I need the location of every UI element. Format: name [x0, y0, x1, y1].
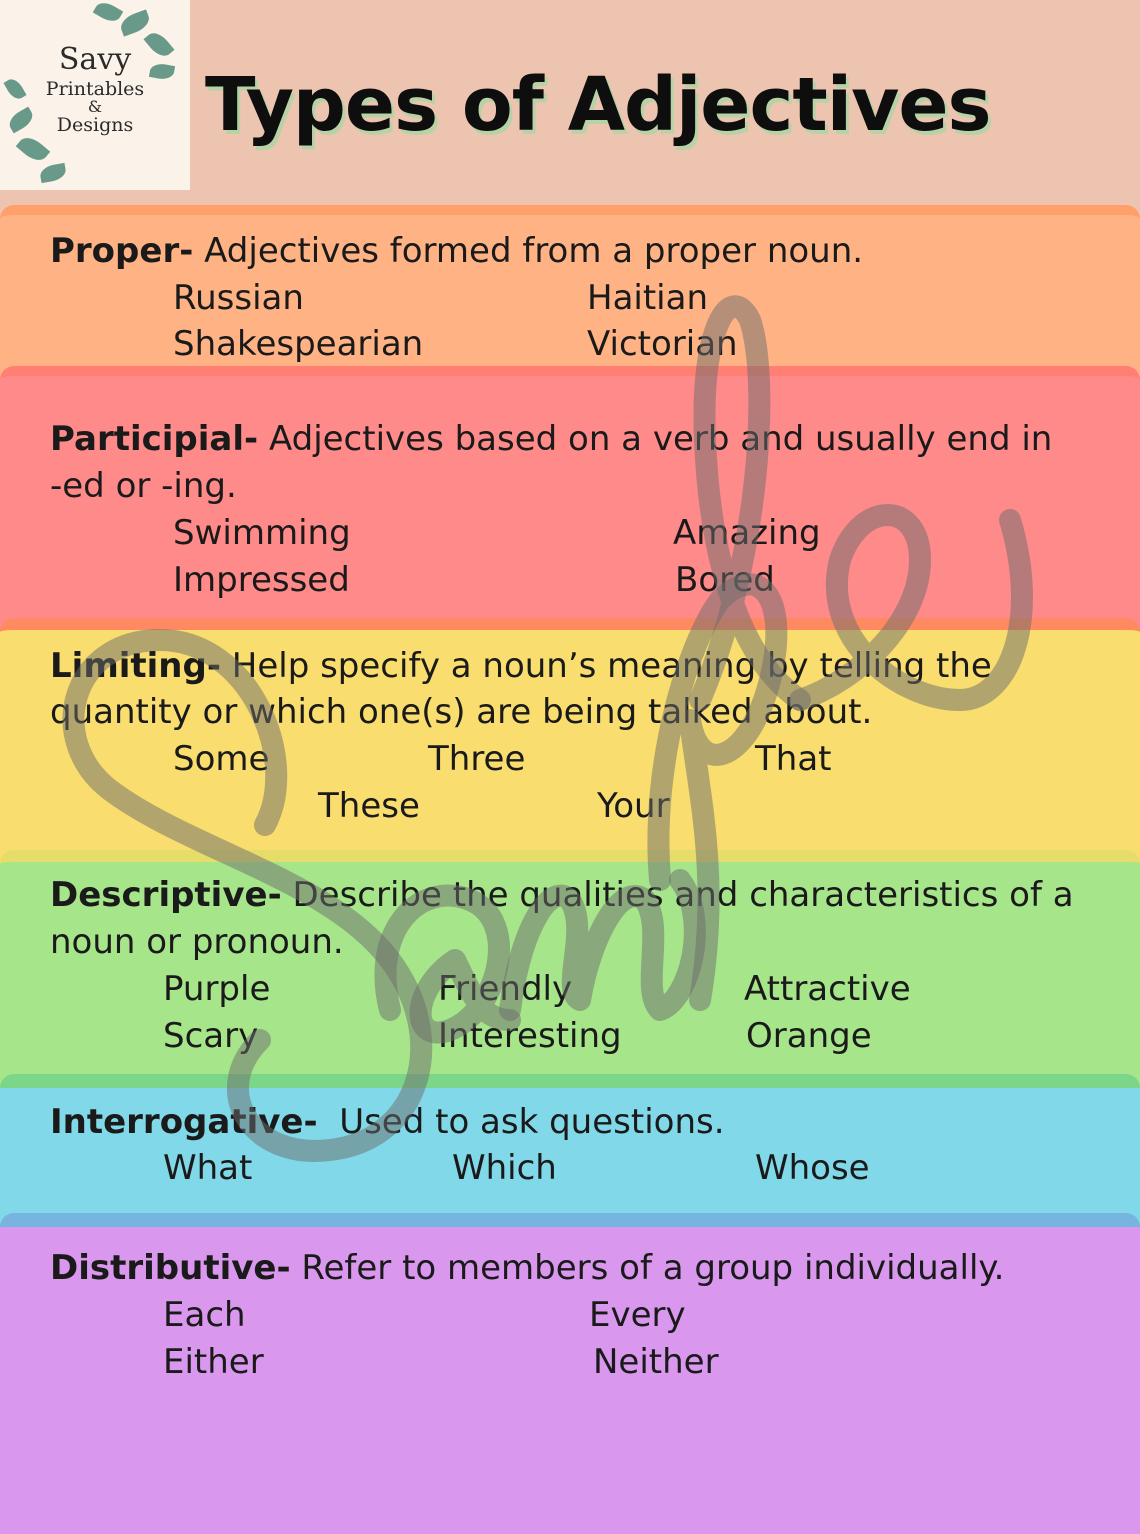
definition-text-line2: noun or pronoun. — [50, 922, 344, 962]
example-word: That — [755, 739, 832, 779]
example-word: Bored — [675, 560, 775, 600]
section-definition — [50, 646, 992, 686]
example-word: Friendly — [438, 969, 573, 1009]
example-word: Which — [452, 1148, 557, 1188]
example-word: Impressed — [173, 560, 350, 600]
leaf-decoration — [93, 0, 124, 25]
definition-text: Adjectives formed from a proper noun. — [193, 231, 864, 271]
example-word: Russian — [173, 278, 304, 318]
leaf-decoration — [16, 132, 51, 165]
example-word: What — [163, 1148, 253, 1188]
example-word: Whose — [755, 1148, 870, 1188]
example-word: Purple — [163, 969, 271, 1009]
definition-text: Help specify a noun’s meaning by telling the — [220, 646, 992, 686]
example-word: Haitian — [587, 278, 709, 318]
example-word: Three — [428, 739, 526, 779]
section-term: Proper- — [50, 231, 194, 271]
example-word: Victorian — [587, 324, 738, 364]
leaf-decoration — [118, 9, 152, 36]
example-word: Swimming — [173, 513, 351, 553]
example-word: Attractive — [744, 969, 911, 1009]
example-word: Neither — [593, 1342, 719, 1382]
leaf-decoration — [39, 163, 67, 183]
section-definition — [50, 231, 863, 271]
example-word: Interesting — [438, 1016, 622, 1056]
logo-line1: Savy — [58, 42, 132, 77]
definition-text: Adjectives based on a verb and usually end in — [258, 419, 1053, 459]
example-word: Either — [163, 1342, 264, 1382]
section-term: Participial- — [50, 419, 259, 459]
logo-line3: & — [87, 97, 103, 117]
section-term: Limiting- — [50, 646, 221, 686]
section-definition — [50, 875, 1074, 915]
example-word: Each — [163, 1295, 246, 1335]
example-word: Your — [597, 786, 670, 826]
example-word: Orange — [746, 1016, 872, 1056]
section-term: Distributive- — [50, 1248, 291, 1288]
definition-text-line2: quantity or which one(s) are being talked about. — [50, 692, 873, 732]
example-word: Shakespearian — [173, 324, 424, 364]
logo-text — [0, 44, 190, 136]
logo-line2: Printables — [45, 77, 145, 100]
section-definition — [50, 1248, 1004, 1288]
brand-logo — [0, 0, 190, 190]
logo-line4: Designs — [56, 114, 134, 137]
example-word: These — [318, 786, 420, 826]
definition-text: Refer to members of a group individually. — [290, 1248, 1005, 1288]
section-definition — [50, 419, 1052, 459]
example-word: Scary — [163, 1016, 259, 1056]
definition-text: Used to ask questions. — [317, 1102, 725, 1142]
example-word: Some — [173, 739, 270, 779]
section-term: Descriptive- — [50, 875, 282, 915]
example-word: Every — [589, 1295, 686, 1335]
section-term: Interrogative- — [50, 1102, 318, 1142]
definition-text-line2: -ed or -ing. — [50, 466, 237, 506]
section-definition — [50, 1102, 725, 1142]
page-title: Types of Adjectives — [205, 62, 991, 148]
definition-text: Describe the qualities and characteristics of a — [281, 875, 1074, 915]
example-word: Amazing — [673, 513, 821, 553]
